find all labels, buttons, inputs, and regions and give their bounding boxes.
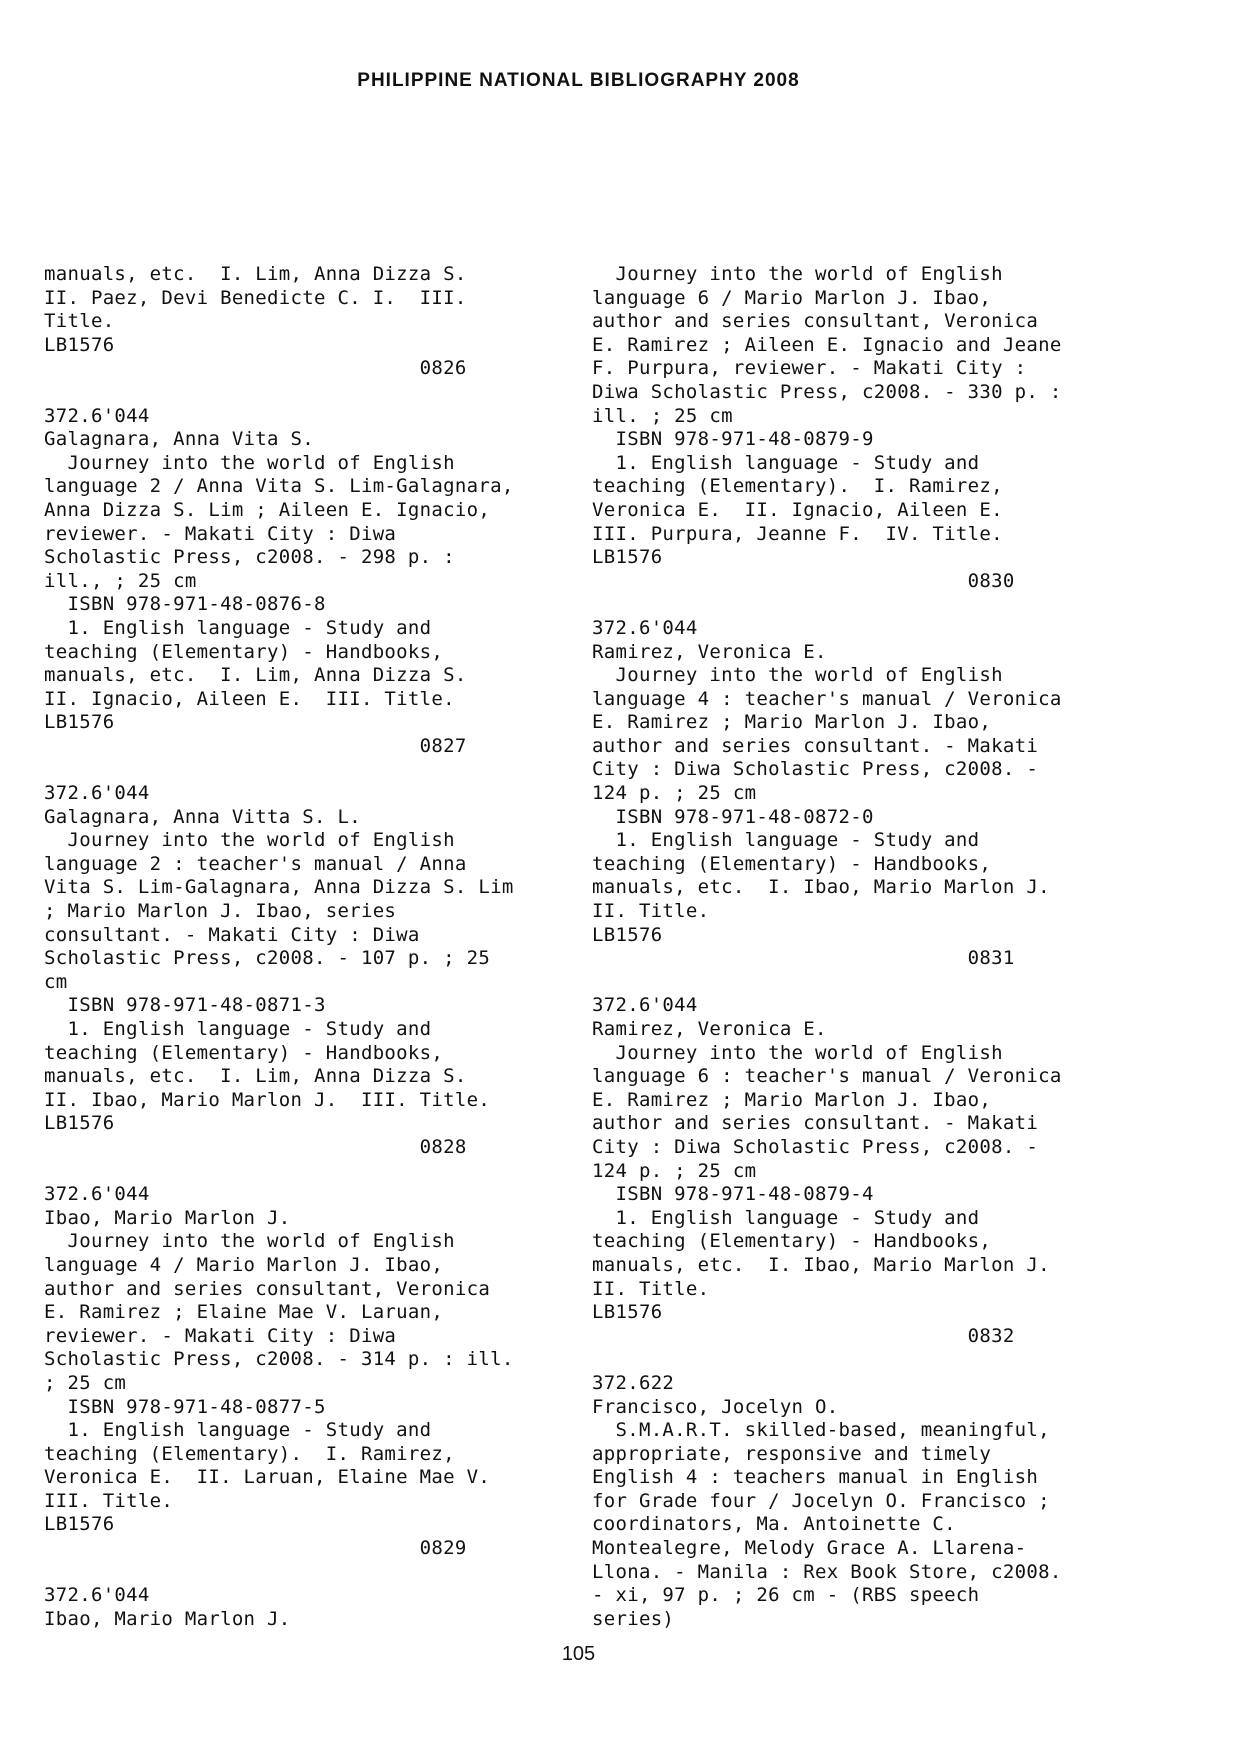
text-line: Journey into the world of English (44, 1230, 455, 1253)
text-line: for Grade four / Jocelyn O. Francisco ; (592, 1489, 1050, 1512)
text-line: 124 p. ; 25 cm (592, 1159, 757, 1182)
text-line: coordinators, Ma. Antoinette C. (592, 1513, 956, 1536)
text-line: manuals, etc. I. Ibao, Mario Marlon J. (592, 1253, 1050, 1276)
text-line: LB1576 (44, 1112, 115, 1135)
text-line (44, 1561, 554, 1585)
text-line: Journey into the world of English (44, 451, 455, 474)
text-line: ill. ; 25 cm (592, 404, 733, 427)
text-line: Scholastic Press, c2008. - 314 p. : ill. (44, 1348, 514, 1371)
text-line: E. Ramirez ; Elaine Mae V. Laruan, (44, 1301, 444, 1324)
text-line: 372.6'044 (44, 1183, 150, 1206)
text-line: manuals, etc. I. Lim, Anna Dizza S. (44, 263, 467, 285)
text-line: 1. English language - Study and (592, 1206, 980, 1229)
page-number: 105 (561, 1643, 596, 1665)
text-line: Veronica E. II. Laruan, Elaine Mae V. (44, 1466, 491, 1489)
text-line: Galagnara, Anna Vita S. (44, 428, 314, 451)
text-line (44, 758, 554, 782)
text-line: LB1576 (44, 333, 115, 356)
text-line: II. Paez, Devi Benedicte C. I. III. (44, 286, 467, 309)
text-line: teaching (Elementary) - Handbooks, (592, 1230, 992, 1253)
text-line: 1. English language - Study and (44, 1018, 432, 1040)
text-line: language 2 : teacher's manual / Anna (44, 852, 467, 875)
text-line (44, 381, 554, 405)
text-line: City : Diwa Scholastic Press, c2008. - (592, 1135, 1039, 1158)
text-line: manuals, etc. I. Lim, Anna Dizza S. (44, 664, 467, 687)
text-line: manuals, etc. I. Ibao, Mario Marlon J. (592, 876, 1050, 899)
text-line: - xi, 97 p. ; 26 cm - (RBS speech (592, 1584, 980, 1607)
text-line: LB1576 (44, 711, 115, 734)
text-line: English 4 : teachers manual in English (592, 1466, 1039, 1489)
text-line: 1. English language - Study and (44, 616, 432, 639)
text-line: cm (44, 970, 68, 993)
text-line: language 2 / Anna Vita S. Lim-Galagnara, (44, 475, 514, 498)
text-line (592, 971, 1102, 995)
text-line: LB1576 (592, 546, 663, 569)
text-line: II. Title. (592, 1277, 710, 1300)
text-line: 372.6'044 (592, 994, 698, 1017)
text-line: ISBN 978-971-48-0879-9 (592, 428, 874, 451)
text-line: 372.6'044 (592, 616, 698, 639)
text-line: Journey into the world of English (592, 1041, 1003, 1064)
text-line: II. Ibao, Mario Marlon J. III. Title. (44, 1088, 491, 1111)
text-line: Journey into the world of English (592, 263, 1003, 285)
text-line: LB1576 (44, 1513, 115, 1536)
text-line: teaching (Elementary) - Handbooks, (44, 640, 444, 663)
text-line: E. Ramirez ; Mario Marlon J. Ibao, (592, 1088, 992, 1111)
text-line: Journey into the world of English (44, 829, 455, 852)
right-column (592, 263, 1102, 1631)
text-line: 1. English language - Study and (592, 829, 980, 852)
text-line: ISBN 978-971-48-0871-3 (44, 994, 326, 1017)
text-line: Diwa Scholastic Press, c2008. - 330 p. : (592, 380, 1062, 403)
text-line: Scholastic Press, c2008. - 107 p. ; 25 (44, 947, 491, 970)
text-line: ISBN 978-971-48-0877-5 (44, 1395, 326, 1418)
left-column (44, 263, 554, 1631)
text-line: ISBN 978-971-48-0879-4 (592, 1183, 874, 1206)
text-line: Ibao, Mario Marlon J. (44, 1206, 291, 1229)
text-line: II. Title. (592, 900, 710, 923)
text-line: III. Purpura, Jeanne F. IV. Title. (592, 522, 1003, 545)
text-line: teaching (Elementary) - Handbooks, (44, 1041, 444, 1064)
text-line: E. Ramirez ; Mario Marlon J. Ibao, (592, 711, 992, 734)
text-line: Francisco, Jocelyn O. (592, 1395, 839, 1418)
text-line: Title. (44, 310, 115, 333)
text-line: 372.6'044 (44, 1584, 150, 1607)
text-line: 0828 (44, 1135, 467, 1158)
text-line: 0829 (44, 1537, 467, 1560)
text-line: ill., ; 25 cm (44, 569, 197, 592)
text-line: LB1576 (592, 923, 663, 946)
text-line: Ramirez, Veronica E. (592, 1018, 827, 1040)
text-line: Scholastic Press, c2008. - 298 p. : (44, 546, 455, 569)
text-line: E. Ramirez ; Aileen E. Ignacio and Jeane (592, 333, 1062, 356)
text-line: 0830 (592, 569, 1015, 592)
text-line: author and series consultant, Veronica (592, 310, 1039, 333)
text-line: 372.622 (592, 1371, 675, 1394)
text-line: Journey into the world of English (592, 664, 1003, 687)
text-line: 372.6'044 (44, 782, 150, 805)
text-line: LB1576 (592, 1301, 663, 1324)
text-line: II. Ignacio, Aileen E. III. Title. (44, 687, 455, 710)
text-line: teaching (Elementary). I. Ramirez, (592, 475, 1003, 498)
text-line: Ramirez, Veronica E. (592, 640, 827, 663)
text-line: teaching (Elementary) - Handbooks, (592, 852, 992, 875)
text-line: Llona. - Manila : Rex Book Store, c2008. (592, 1560, 1062, 1583)
text-line: language 6 : teacher's manual / Veronica (592, 1065, 1062, 1088)
text-line (44, 1160, 554, 1184)
text-line: consultant. - Makati City : Diwa (44, 923, 420, 946)
text-line: manuals, etc. I. Lim, Anna Dizza S. (44, 1065, 467, 1088)
text-line: Veronica E. II. Ignacio, Aileen E. (592, 498, 1003, 521)
text-line: language 4 : teacher's manual / Veronica (592, 687, 1062, 710)
text-line: language 6 / Mario Marlon J. Ibao, (592, 286, 992, 309)
text-line: teaching (Elementary). I. Ramirez, (44, 1442, 455, 1465)
text-line: S.M.A.R.T. skilled-based, meaningful, (592, 1419, 1050, 1442)
text-line: reviewer. - Makati City : Diwa (44, 1324, 397, 1347)
text-line: 0827 (44, 734, 467, 757)
page-title: PHILIPPINE NATIONAL BIBLIOGRAPHY 2008 (357, 70, 800, 91)
text-line: City : Diwa Scholastic Press, c2008. - (592, 758, 1039, 781)
text-line: 0831 (592, 947, 1015, 970)
text-line: 124 p. ; 25 cm (592, 782, 757, 805)
text-line: 372.6'044 (44, 404, 150, 427)
text-line: appropriate, responsive and timely (592, 1442, 992, 1465)
text-line (592, 593, 1102, 617)
text-line: F. Purpura, reviewer. - Makati City : (592, 357, 1027, 380)
text-line: 0826 (44, 357, 467, 380)
text-line: Montealegre, Melody Grace A. Llarena- (592, 1537, 1027, 1560)
text-line: Anna Dizza S. Lim ; Aileen E. Ignacio, (44, 498, 491, 521)
text-line: ; Mario Marlon J. Ibao, series (44, 900, 397, 923)
text-line: reviewer. - Makati City : Diwa (44, 522, 397, 545)
text-line: series) (592, 1607, 675, 1630)
text-line: III. Title. (44, 1489, 174, 1512)
text-line: Vita S. Lim-Galagnara, Anna Dizza S. Lim (44, 876, 514, 899)
text-line: 0832 (592, 1324, 1015, 1347)
text-line: author and series consultant. - Makati (592, 734, 1039, 757)
text-line: 1. English language - Study and (592, 451, 980, 474)
text-line: ; 25 cm (44, 1371, 127, 1394)
text-line: author and series consultant, Veronica (44, 1277, 491, 1300)
text-line: 1. English language - Study and (44, 1419, 432, 1442)
text-line: Ibao, Mario Marlon J. (44, 1607, 291, 1630)
text-line (592, 1348, 1102, 1372)
text-line: ISBN 978-971-48-0876-8 (44, 593, 326, 616)
text-line: Galagnara, Anna Vitta S. L. (44, 805, 361, 828)
text-line: ISBN 978-971-48-0872-0 (592, 805, 874, 828)
text-line: language 4 / Mario Marlon J. Ibao, (44, 1253, 444, 1276)
text-line: author and series consultant. - Makati (592, 1112, 1039, 1135)
